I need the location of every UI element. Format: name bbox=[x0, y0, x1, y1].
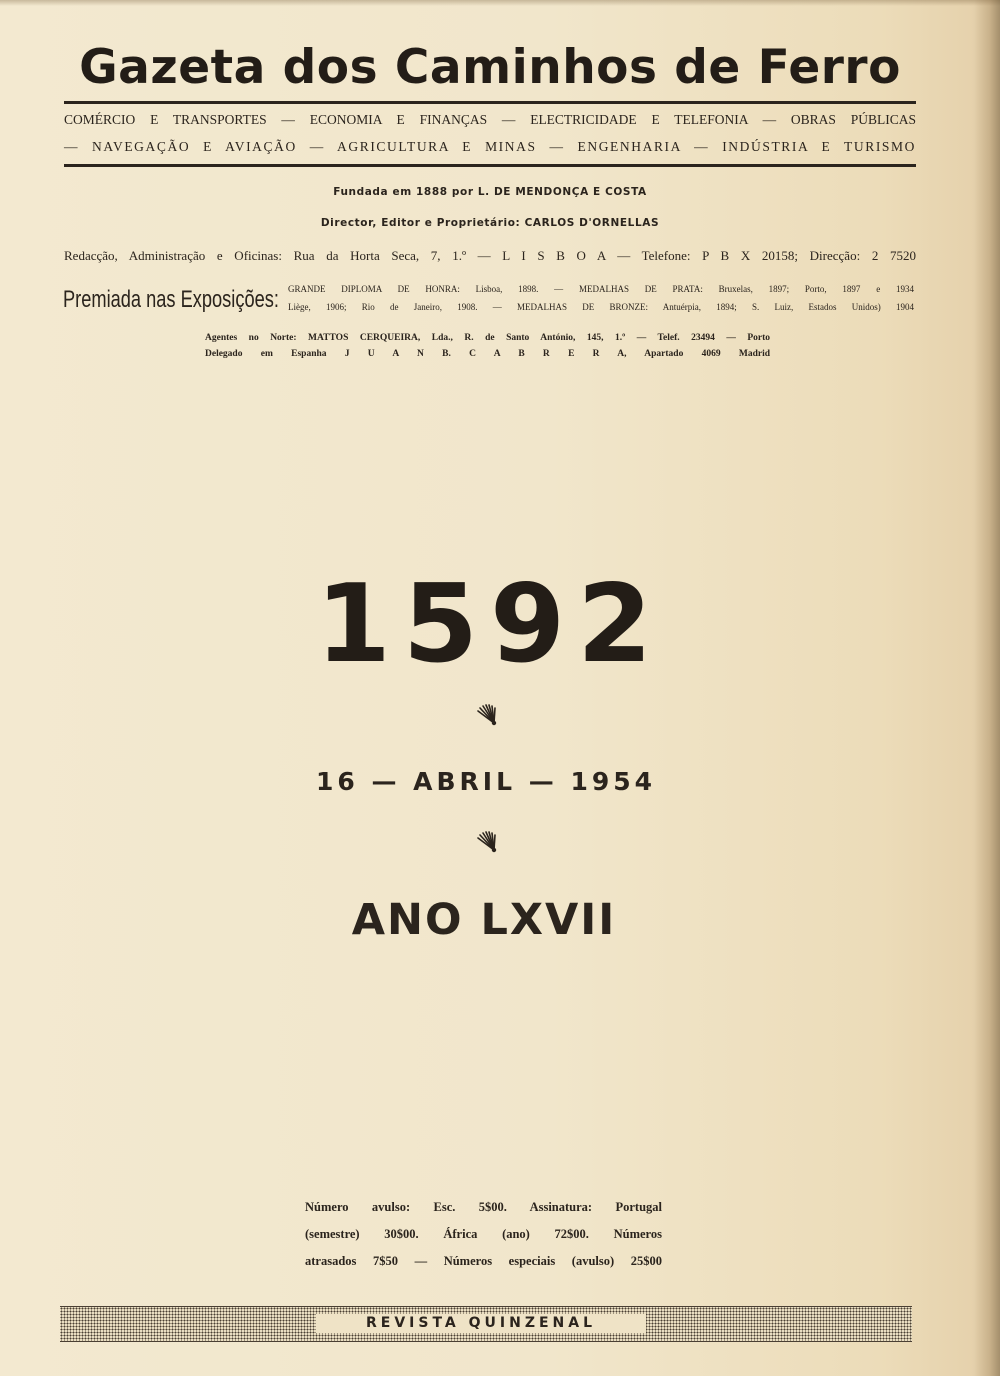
pricing-line-1: Número avulso: Esc. 5$00. Assinatura: Portugal bbox=[305, 1200, 662, 1214]
awards-title: Premiada nas Exposições: bbox=[63, 286, 279, 313]
founded-line: Fundada em 1888 por L. DE MENDONÇA E COSTA bbox=[333, 186, 647, 198]
awards-line-2: Liège, 1906; Rio de Janeiro, 1908. — MEDALHAS DE BRONZE: Antuérpia, 1894; S. Luiz, Estados Unidos) 1904 bbox=[288, 302, 914, 312]
fan-ornament-icon bbox=[474, 828, 500, 854]
pricing-line-3: atrasados 7$50 — Números especiais (avulso) 25$00 bbox=[305, 1254, 662, 1268]
issue-date: 16 — ABRIL — 1954 bbox=[315, 767, 657, 796]
agents-spain-line: Delegado em Espanha J U A N B. C A B R E R A, Apartado 4069 Madrid bbox=[205, 349, 770, 359]
masthead-rule-top bbox=[64, 101, 916, 104]
masthead-rule-bottom bbox=[64, 164, 916, 167]
agents-north-line: Agentes no Norte: MATTOS CERQUEIRA, Lda., R. de Santo António, 145, 1.º — Telef. 23494 — Porto bbox=[205, 333, 770, 343]
pricing-line-2: (semestre) 30$00. África (ano) 72$00. Números bbox=[305, 1227, 662, 1241]
address-line: Redacção, Administração e Oficinas: Rua da Horta Seca, 7, 1.º — L I S B O A — Telefone: P B X 20158; Direcção: 2 7520 bbox=[64, 248, 916, 263]
masthead-title: Gazeta dos Caminhos de Ferro bbox=[79, 40, 901, 95]
subjects-line-2: — NAVEGAÇÃO E AVIAÇÃO — AGRICULTURA E MINAS — ENGENHARIA — INDÚSTRIA E TURISMO bbox=[64, 139, 916, 154]
footer-label: REVISTA QUINZENAL bbox=[316, 1314, 646, 1333]
awards-line-1: GRANDE DIPLOMA DE HONRA: Lisboa, 1898. — MEDALHAS DE PRATA: Bruxelas, 1897; Porto, 1897 e 1934 bbox=[288, 284, 914, 294]
page-shadow-top bbox=[0, 0, 1000, 6]
issue-year: ANO LXVII bbox=[351, 895, 617, 945]
subjects-line-1: COMÉRCIO E TRANSPORTES — ECONOMIA E FINANÇAS — ELECTRICIDADE E TELEFONIA — OBRAS PÚBLICAS bbox=[64, 112, 916, 127]
issue-number: 1592 bbox=[315, 562, 665, 687]
director-line: Director, Editor e Proprietário: CARLOS D'ORNELLAS bbox=[320, 217, 660, 229]
fan-ornament-icon bbox=[474, 701, 500, 727]
